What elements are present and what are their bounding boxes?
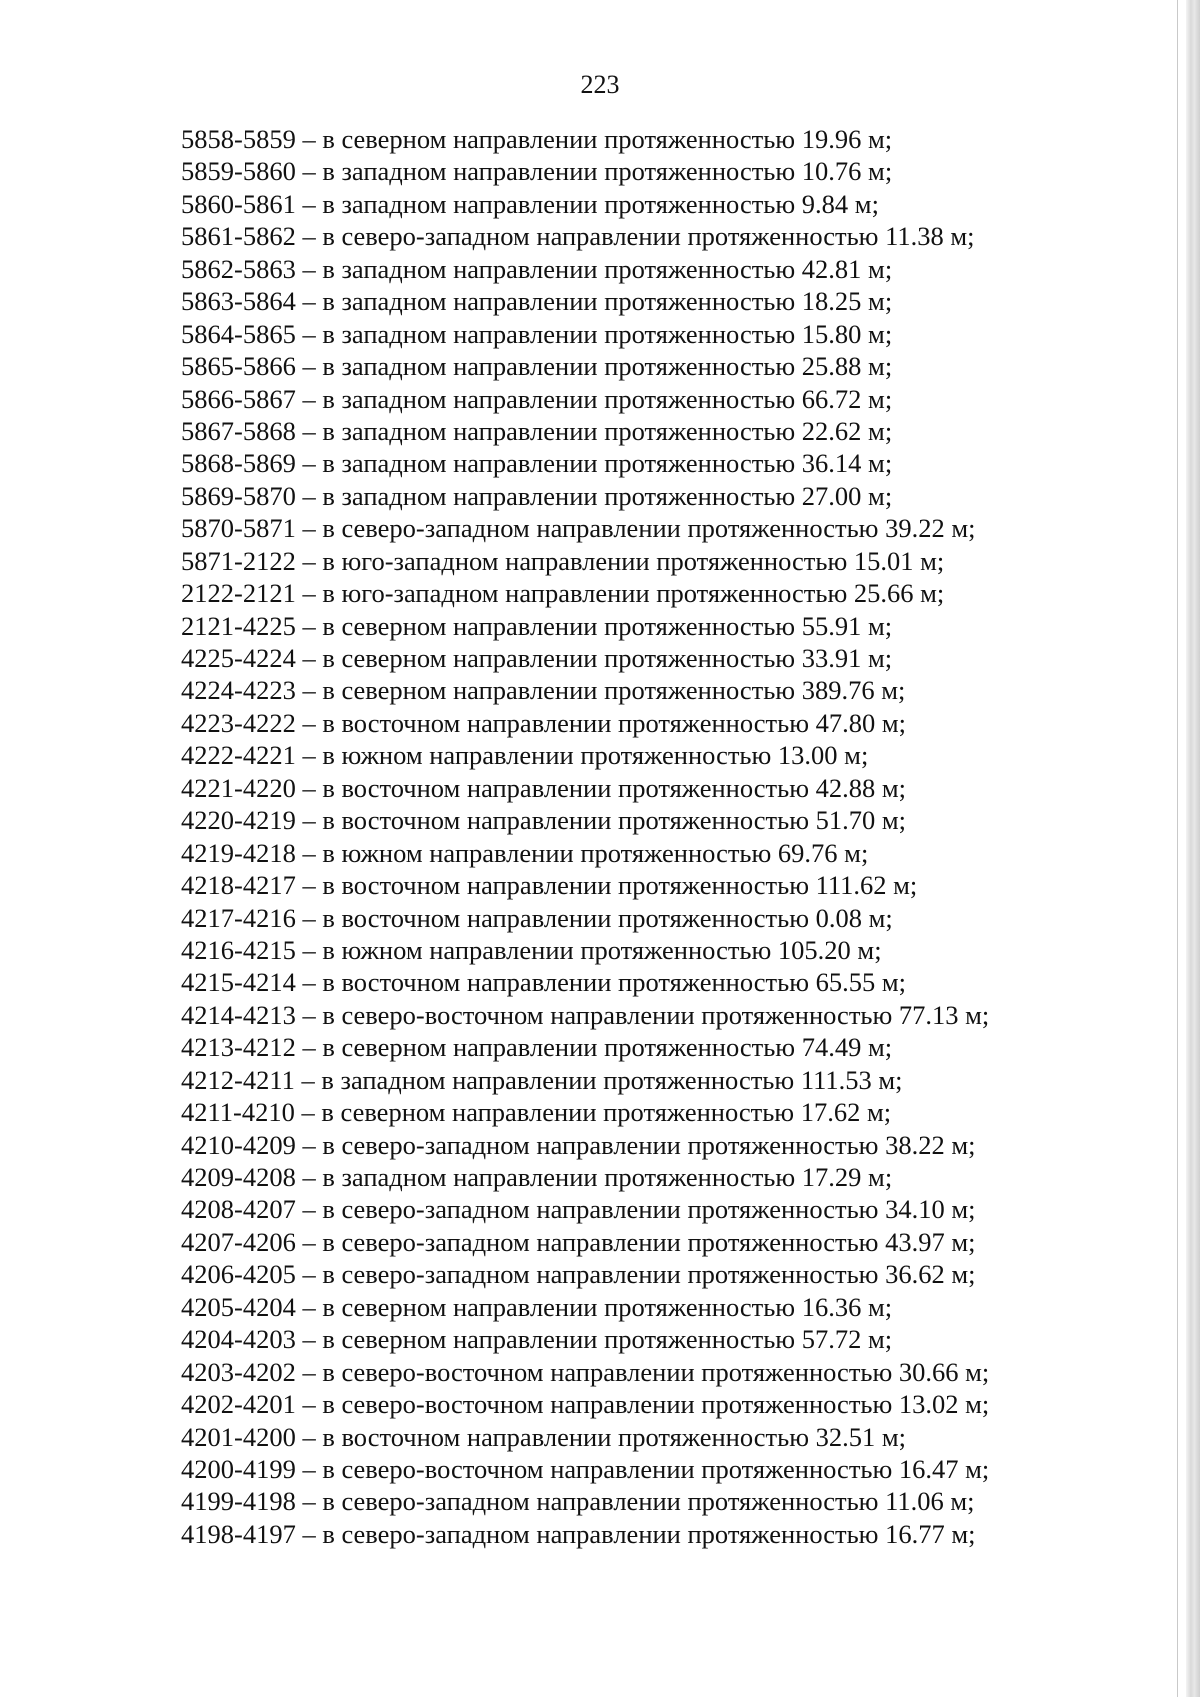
boundary-segment: 4210-4209 – в северо-западном направлении протяженностью 38.22 м;: [181, 1129, 976, 1160]
scan-edge-shadow: [1186, 0, 1200, 1697]
boundary-segment: 4206-4205 – в северо-западном направлении протяженностью 36.62 м;: [181, 1259, 976, 1290]
boundary-segment: 4204-4203 – в северном направлении протяженностью 57.72 м;: [181, 1324, 893, 1355]
boundary-segment: 4215-4214 – в восточном направлении протяженностью 65.55 м;: [181, 967, 906, 998]
boundary-segment: 5871-2122 – в юго-западном направлении протяженностью 15.01 м;: [181, 545, 945, 576]
boundary-segment: 4224-4223 – в северном направлении протяженностью 389.76 м;: [181, 675, 906, 706]
boundary-segment: 4214-4213 – в северо-восточном направлении протяженностью 77.13 м;: [181, 999, 990, 1030]
scan-edge-line: [1177, 0, 1178, 1697]
boundary-segment: 4222-4221 – в южном направлении протяженностью 13.00 м;: [181, 740, 869, 771]
boundary-segment: 4202-4201 – в северо-восточном направлении протяженностью 13.02 м;: [181, 1389, 990, 1420]
boundary-segment: 4209-4208 – в западном направлении протяженностью 17.29 м;: [181, 1162, 893, 1192]
boundary-segment: 5868-5869 – в западном направлении протяженностью 36.14 м;: [181, 448, 893, 479]
boundary-segment: 4208-4207 – в северо-западном направлении протяженностью 34.10 м;: [181, 1194, 976, 1225]
boundary-segment: 5862-5863 – в западном направлении протяженностью 42.81 м;: [181, 253, 893, 284]
boundary-segment: 4201-4200 – в восточном направлении протяженностью 32.51 м;: [181, 1421, 906, 1452]
boundary-segment: 4211-4210 – в северном направлении протяженностью 17.62 м;: [181, 1097, 892, 1128]
boundary-segment-list: [181, 123, 1081, 1550]
boundary-segment: 4219-4218 – в южном направлении протяженностью 69.76 м;: [181, 837, 869, 868]
boundary-segment: 4213-4212 – в северном направлении протяженностью 74.49 м;: [181, 1032, 893, 1063]
boundary-segment: 5866-5867 – в западном направлении протяженностью 66.72 м;: [181, 383, 893, 414]
page-number: 223: [580, 70, 620, 99]
boundary-segment: 4198-4197 – в северо-западном направлении протяженностью 16.77 м;: [181, 1518, 976, 1549]
boundary-segment: 5863-5864 – в западном направлении протяженностью 18.25 м;: [181, 286, 893, 317]
boundary-segment: 5870-5871 – в северо-западном направлении протяженностью 39.22 м;: [181, 513, 976, 544]
boundary-segment: 5864-5865 – в западном направлении протяженностью 15.80 м;: [181, 318, 893, 349]
boundary-segment: 4207-4206 – в северо-западном направлении протяженностью 43.97 м;: [181, 1226, 976, 1257]
boundary-segment: 2122-2121 – в юго-западном направлении протяженностью 25.66 м;: [181, 578, 945, 609]
boundary-segment: 4221-4220 – в восточном направлении протяженностью 42.88 м;: [181, 772, 906, 803]
boundary-segment: 5865-5866 – в западном направлении протяженностью 25.88 м;: [181, 351, 893, 382]
boundary-segment: 4212-4211 – в западном направлении протяженностью 111.53 м;: [181, 1064, 903, 1095]
boundary-segment: 4218-4217 – в восточном направлении протяженностью 111.62 м;: [181, 870, 918, 901]
boundary-segment: 5869-5870 – в западном направлении протяженностью 27.00 м;: [181, 480, 893, 511]
boundary-segment: 4220-4219 – в восточном направлении протяженностью 51.70 м;: [181, 805, 906, 836]
boundary-segment: 5867-5868 – в западном направлении протяженностью 22.62 м;: [181, 415, 893, 446]
boundary-segment: 4217-4216 – в восточном направлении протяженностью 0.08 м;: [181, 902, 893, 933]
boundary-segment: 4199-4198 – в северо-западном направлении протяженностью 11.06 м;: [181, 1486, 975, 1517]
boundary-segment: 5858-5859 – в северном направлении протяженностью 19.96 м;: [181, 124, 893, 154]
boundary-segment: 2121-4225 – в северном направлении протяженностью 55.91 м;: [181, 610, 893, 641]
boundary-segment: 4205-4204 – в северном направлении протяженностью 16.36 м;: [181, 1291, 893, 1322]
boundary-segment: 4225-4224 – в северном направлении протяженностью 33.91 м;: [181, 643, 893, 673]
boundary-segment: 4200-4199 – в северо-восточном направлении протяженностью 16.47 м;: [181, 1453, 990, 1484]
boundary-segment: 5860-5861 – в западном направлении протяженностью 9.84 м;: [181, 188, 879, 219]
boundary-segment: 5861-5862 – в северо-западном направлении протяженностью 11.38 м;: [181, 221, 975, 252]
boundary-segment: 4216-4215 – в южном направлении протяженностью 105.20 м;: [181, 934, 882, 965]
boundary-segment: 4223-4222 – в восточном направлении протяженностью 47.80 м;: [181, 707, 906, 738]
boundary-segment: 4203-4202 – в северо-восточном направлении протяженностью 30.66 м;: [181, 1356, 990, 1387]
boundary-segment: 5859-5860 – в западном направлении протяженностью 10.76 м;: [181, 156, 893, 187]
